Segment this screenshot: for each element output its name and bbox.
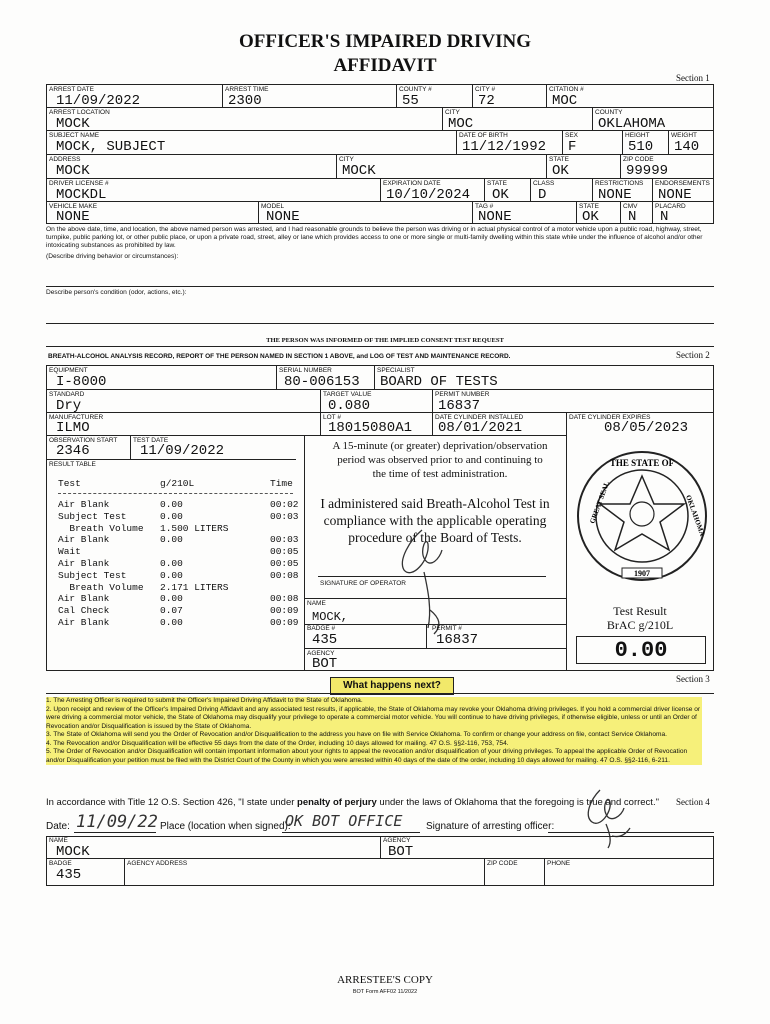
city-label: CITY bbox=[445, 109, 460, 116]
result-row-time: 00:08 bbox=[270, 593, 299, 605]
implied-consent-text: THE PERSON WAS INFORMED OF THE IMPLIED CONSENT TEST REQUEST bbox=[266, 337, 504, 344]
restrictions: NONE bbox=[598, 187, 632, 203]
result-row-test: Air Blank bbox=[58, 499, 110, 510]
dob: 11/12/1992 bbox=[462, 139, 547, 155]
agency-address-label: AGENCY ADDRESS bbox=[127, 860, 188, 867]
arrest-time-label: ARREST TIME bbox=[225, 86, 269, 93]
cyl-install-label: DATE CYLINDER INSTALLED bbox=[435, 414, 524, 421]
addr-city: MOCK bbox=[342, 163, 376, 179]
subject-name: MOCK, SUBJECT bbox=[56, 139, 166, 155]
model-label: MODEL bbox=[261, 203, 285, 210]
list-item: 3. The State of Oklahoma will send you the Order of Revocation and/or Disqualification to the address you have on file with Service Oklahoma. To confirm or change your address on file, contact Service Oklahoma. bbox=[46, 731, 702, 740]
describe-condition-label: Describe person's condition (odor, actions, etc.): bbox=[46, 289, 187, 296]
result-table-header-test: Test bbox=[58, 478, 81, 489]
place-handwritten: OK BOT OFFICE bbox=[285, 812, 403, 830]
section2-label: Section 2 bbox=[676, 350, 710, 360]
result-row-time: 00:09 bbox=[270, 605, 299, 617]
section3-label: Section 3 bbox=[676, 674, 710, 684]
arrestee-copy: ARRESTEE'S COPY bbox=[337, 974, 433, 986]
perjury-statement: In accordance with Title 12 O.S. Section 426, "I state under penalty of perjury under the laws of Oklahoma that the foregoing is true and correct." bbox=[46, 797, 659, 808]
tag: NONE bbox=[478, 209, 512, 225]
weight: 140 bbox=[674, 139, 700, 155]
operator-permit-label: PERMIT # bbox=[432, 625, 462, 632]
serial: 80-006153 bbox=[284, 374, 360, 390]
obs-start-label: OBSERVATION START bbox=[49, 437, 118, 444]
list-item: 4. The Revocation and/or Disqualification will be effective 55 days from the date of the Order, including 10 days allowed for mailing. 47 O.S. §§2-116, 753, 754. bbox=[46, 740, 702, 749]
operator-signature-icon bbox=[370, 510, 480, 640]
test-result-value: 0.00 bbox=[614, 638, 668, 663]
obs-start: 2346 bbox=[56, 443, 90, 459]
result-row-test: Cal Check bbox=[58, 605, 110, 617]
dl-label: DRIVER LICENSE # bbox=[49, 180, 109, 187]
result-row-test: Wait bbox=[58, 546, 81, 558]
result-row-test: Subject Test bbox=[58, 510, 127, 522]
result-row-value: 0.00 bbox=[160, 569, 183, 581]
arrest-time: 2300 bbox=[228, 93, 262, 109]
standard: Dry bbox=[56, 398, 82, 414]
cyl-exp: 08/05/2023 bbox=[604, 420, 689, 436]
operator-agency: BOT bbox=[312, 656, 338, 672]
result-row-test: Air Blank bbox=[58, 593, 110, 605]
describe-driving-label: (Describe driving behavior or circumstances): bbox=[46, 253, 179, 260]
result-row-value: 0.00 bbox=[160, 593, 183, 605]
dob-label: DATE OF BIRTH bbox=[459, 132, 508, 139]
phone-label: PHONE bbox=[547, 860, 571, 867]
make-label: VEHICLE MAKE bbox=[49, 203, 98, 210]
address-label: ADDRESS bbox=[49, 156, 81, 163]
lot-label: LOT # bbox=[323, 414, 341, 421]
result-row-time: 00:02 bbox=[270, 499, 299, 510]
city-no-label: CITY # bbox=[475, 86, 496, 93]
permit-label: PERMIT NUMBER bbox=[435, 391, 490, 398]
height-label: HEIGHT bbox=[625, 132, 650, 139]
result-row-value: 0.07 bbox=[160, 605, 183, 617]
make: NONE bbox=[56, 209, 90, 225]
state-label: STATE bbox=[549, 156, 569, 163]
result-row-test: Air Blank bbox=[58, 534, 110, 546]
arrest-paragraph: On the above date, time, and location, the above named person was arrested, and I had reasonable grounds to believe the person was driving or in actual physical control of a motor vehicle upon a public road, highway, street, turnpike, public parking lot, or other public place, or upon a private road, street, alley or lane which provides access to one or more single or multi-family dwelling within this state while under the influence of alcohol and/or other intoxicating substances as prohibited by law. bbox=[46, 226, 703, 249]
restrictions-label: RESTRICTIONS bbox=[595, 180, 644, 187]
specialist-label: SPECIALIST bbox=[377, 367, 415, 374]
result-row-value: 1.500 LITERS bbox=[160, 522, 229, 534]
state: OK bbox=[552, 163, 569, 179]
county-label: COUNTY bbox=[595, 109, 623, 116]
dl: MOCKDL bbox=[56, 187, 107, 203]
operator-signature-label: SIGNATURE OF OPERATOR bbox=[320, 580, 406, 587]
result-row-time: 00:08 bbox=[270, 569, 299, 581]
endorsements-label: ENDORSEMENTS bbox=[655, 180, 710, 187]
form-number: BOT Form AFF02 11/2022 bbox=[352, 989, 418, 995]
tag-state-label: STATE bbox=[579, 203, 599, 210]
zip: 99999 bbox=[626, 163, 669, 179]
subject-name-label: SUBJECT NAME bbox=[49, 132, 100, 139]
placard-label: PLACARD bbox=[655, 203, 686, 210]
result-row-time: 00:05 bbox=[270, 546, 299, 558]
addr-city-label: CITY bbox=[339, 156, 354, 163]
equipment: I-8000 bbox=[56, 374, 107, 390]
form-title-line1: OFFICER'S IMPAIRED DRIVING bbox=[238, 31, 532, 52]
zip-label: ZIP CODE bbox=[623, 156, 654, 163]
breath-record-header: BREATH-ALCOHOL ANALYSIS RECORD, REPORT OF THE PERSON NAMED IN SECTION 1 ABOVE, and LOG OF TEST AND MAINTENANCE RECORD. bbox=[48, 353, 511, 360]
result-row-test: Breath Volume bbox=[58, 522, 144, 534]
permit: 16837 bbox=[438, 398, 481, 414]
administered-text: I administered said Breath-Alcohol Test in compliance with the applicable operating procedure of the Board of Tests. bbox=[320, 496, 550, 545]
sex: F bbox=[568, 139, 577, 155]
result-row-test: Subject Test bbox=[58, 569, 127, 581]
arrest-location: MOCK bbox=[56, 116, 90, 132]
officer-badge-label: BADGE bbox=[49, 860, 72, 867]
class: D bbox=[538, 187, 547, 203]
form-title-line2: AFFIDAVIT bbox=[333, 55, 437, 76]
sex-label: SEX bbox=[565, 132, 579, 139]
result-row-test: Breath Volume bbox=[58, 581, 144, 593]
test-result-unit: BrAC g/210L bbox=[606, 618, 674, 632]
operator-name: MOCK, bbox=[312, 610, 349, 624]
what-happens-list bbox=[46, 697, 702, 765]
operator-agency-label: AGENCY bbox=[307, 650, 335, 657]
city-no: 72 bbox=[478, 93, 495, 109]
what-happens-next: What happens next? bbox=[330, 677, 454, 695]
result-row-time: 00:05 bbox=[270, 558, 299, 569]
list-item: 5. The Order of Revocation and/or Disqualification will contain important information about your rights to appeal the revocation and/or disqualification of your driving privileges. To appeal the applicable Order of Revocation and/or Disqualification your petition must be filed with the District Court of the County in which you were arrested within 40 days of the date of the order, including 10 days allowed for mailing. 47 O.S. §§2-116, 6-211. bbox=[46, 748, 702, 765]
signature-label: Signature of arresting officer: bbox=[426, 821, 555, 832]
serial-label: SERIAL NUMBER bbox=[279, 367, 332, 374]
tag-state: OK bbox=[582, 209, 599, 225]
section1-label: Section 1 bbox=[676, 73, 710, 83]
standard-label: STANDARD bbox=[49, 391, 85, 398]
endorsements: NONE bbox=[658, 187, 692, 203]
weight-label: WEIGHT bbox=[671, 132, 697, 139]
model: NONE bbox=[266, 209, 300, 225]
dl-state: OK bbox=[492, 187, 509, 203]
county: OKLAHOMA bbox=[598, 116, 666, 132]
result-row-value: 0.00 bbox=[160, 510, 183, 522]
specialist: BOARD OF TESTS bbox=[380, 374, 498, 390]
citation: MOC bbox=[552, 93, 578, 109]
zip-code-label: ZIP CODE bbox=[487, 860, 518, 867]
county-no-label: COUNTY # bbox=[399, 86, 432, 93]
date-handwritten: 11/09/22 bbox=[76, 812, 158, 832]
svg-text:THE STATE OF: THE STATE OF bbox=[609, 458, 675, 468]
dl-state-label: STATE bbox=[487, 180, 507, 187]
address: MOCK bbox=[56, 163, 90, 179]
class-label: CLASS bbox=[533, 180, 555, 187]
list-item: 2. Upon receipt and review of the Officer's Impaired Driving Affidavit and any associated test results, if applicable, the State of Oklahoma may revoke your Oklahoma driving privileges. If you hold a commercial driver license or were driving a commercial motor vehicle, the State of Oklahoma may disqualify your privilege to operate a commercial motor vehicle. You will continue to have driving privileges, if otherwise eligible, unless or until an Order of Revocation and/or Disqualification is issued by the State of Oklahoma. bbox=[46, 705, 701, 730]
manufacturer-label: MANUFACTURER bbox=[49, 414, 104, 421]
exp: 10/10/2024 bbox=[386, 187, 471, 203]
result-row-time: 00:03 bbox=[270, 510, 299, 522]
operator-permit: 16837 bbox=[436, 632, 479, 648]
observation-text: A 15-minute (or greater) deprivation/observation period was observed prior to and continuing to the time of test administration. bbox=[332, 440, 548, 480]
lot: 18015080A1 bbox=[328, 420, 413, 436]
test-result-title: Test Result bbox=[613, 604, 667, 618]
officer-badge: 435 bbox=[56, 867, 82, 883]
arrest-date-label: ARREST DATE bbox=[49, 86, 94, 93]
result-row-time: 00:09 bbox=[270, 617, 299, 628]
date-label: Date: bbox=[46, 821, 70, 832]
result-row-value: 2.171 LITERS bbox=[160, 581, 229, 593]
oklahoma-seal-icon bbox=[576, 446, 708, 588]
section4-label: Section 4 bbox=[676, 797, 710, 807]
officer-name-label: NAME bbox=[49, 837, 68, 844]
result-row-value: 0.00 bbox=[160, 534, 183, 546]
target: 0.080 bbox=[328, 398, 371, 414]
operator-badge-label: BADGE # bbox=[307, 625, 336, 632]
result-row-time: 00:03 bbox=[270, 534, 299, 546]
svg-text:OKLAHOMA: OKLAHOMA bbox=[684, 493, 707, 538]
result-row-value: 0.00 bbox=[160, 499, 183, 510]
arrest-location-label: ARREST LOCATION bbox=[49, 109, 110, 116]
result-table-label: RESULT TABLE bbox=[49, 461, 96, 468]
list-item: 1. The Arresting Officer is required to submit the Officer's Impaired Driving Affidavit to the State of Oklahoma. bbox=[46, 697, 702, 706]
operator-name-label: NAME bbox=[307, 600, 326, 607]
tag-label: TAG # bbox=[475, 203, 494, 210]
place-label: Place (location when signed): bbox=[160, 821, 291, 832]
placard: N bbox=[660, 209, 669, 225]
citation-label: CITATION # bbox=[549, 86, 584, 93]
operator-badge: 435 bbox=[312, 632, 338, 648]
result-row-value: 0.00 bbox=[160, 558, 183, 569]
equipment-label: EQUIPMENT bbox=[49, 367, 88, 374]
result-table-header-gl: g/210L bbox=[160, 478, 195, 489]
result-row-value: 0.00 bbox=[160, 617, 183, 628]
height: 510 bbox=[628, 139, 654, 155]
svg-text:GREAT SEAL: GREAT SEAL bbox=[588, 480, 612, 525]
target-label: TARGET VALUE bbox=[323, 391, 372, 398]
test-date-label: TEST DATE bbox=[133, 437, 169, 444]
cmv: N bbox=[628, 209, 637, 225]
arrest-date: 11/09/2022 bbox=[56, 93, 141, 109]
officer-name: MOCK bbox=[56, 844, 90, 860]
result-row-test: Air Blank bbox=[58, 558, 110, 569]
cyl-install: 08/01/2021 bbox=[438, 420, 523, 436]
officer-agency: BOT bbox=[388, 844, 414, 860]
result-row-test: Air Blank bbox=[58, 617, 110, 628]
officer-agency-label: AGENCY bbox=[383, 837, 411, 844]
cmv-label: CMV bbox=[623, 203, 638, 210]
exp-label: EXPIRATION DATE bbox=[383, 180, 441, 187]
result-table-header-time: Time bbox=[270, 478, 293, 489]
city: MOC bbox=[448, 116, 474, 132]
manufacturer: ILMO bbox=[56, 420, 90, 436]
cyl-exp-label: DATE CYLINDER EXPIRES bbox=[569, 414, 651, 421]
test-date: 11/09/2022 bbox=[140, 443, 225, 459]
svg-text:1907: 1907 bbox=[634, 569, 650, 578]
county-no: 55 bbox=[402, 93, 419, 109]
